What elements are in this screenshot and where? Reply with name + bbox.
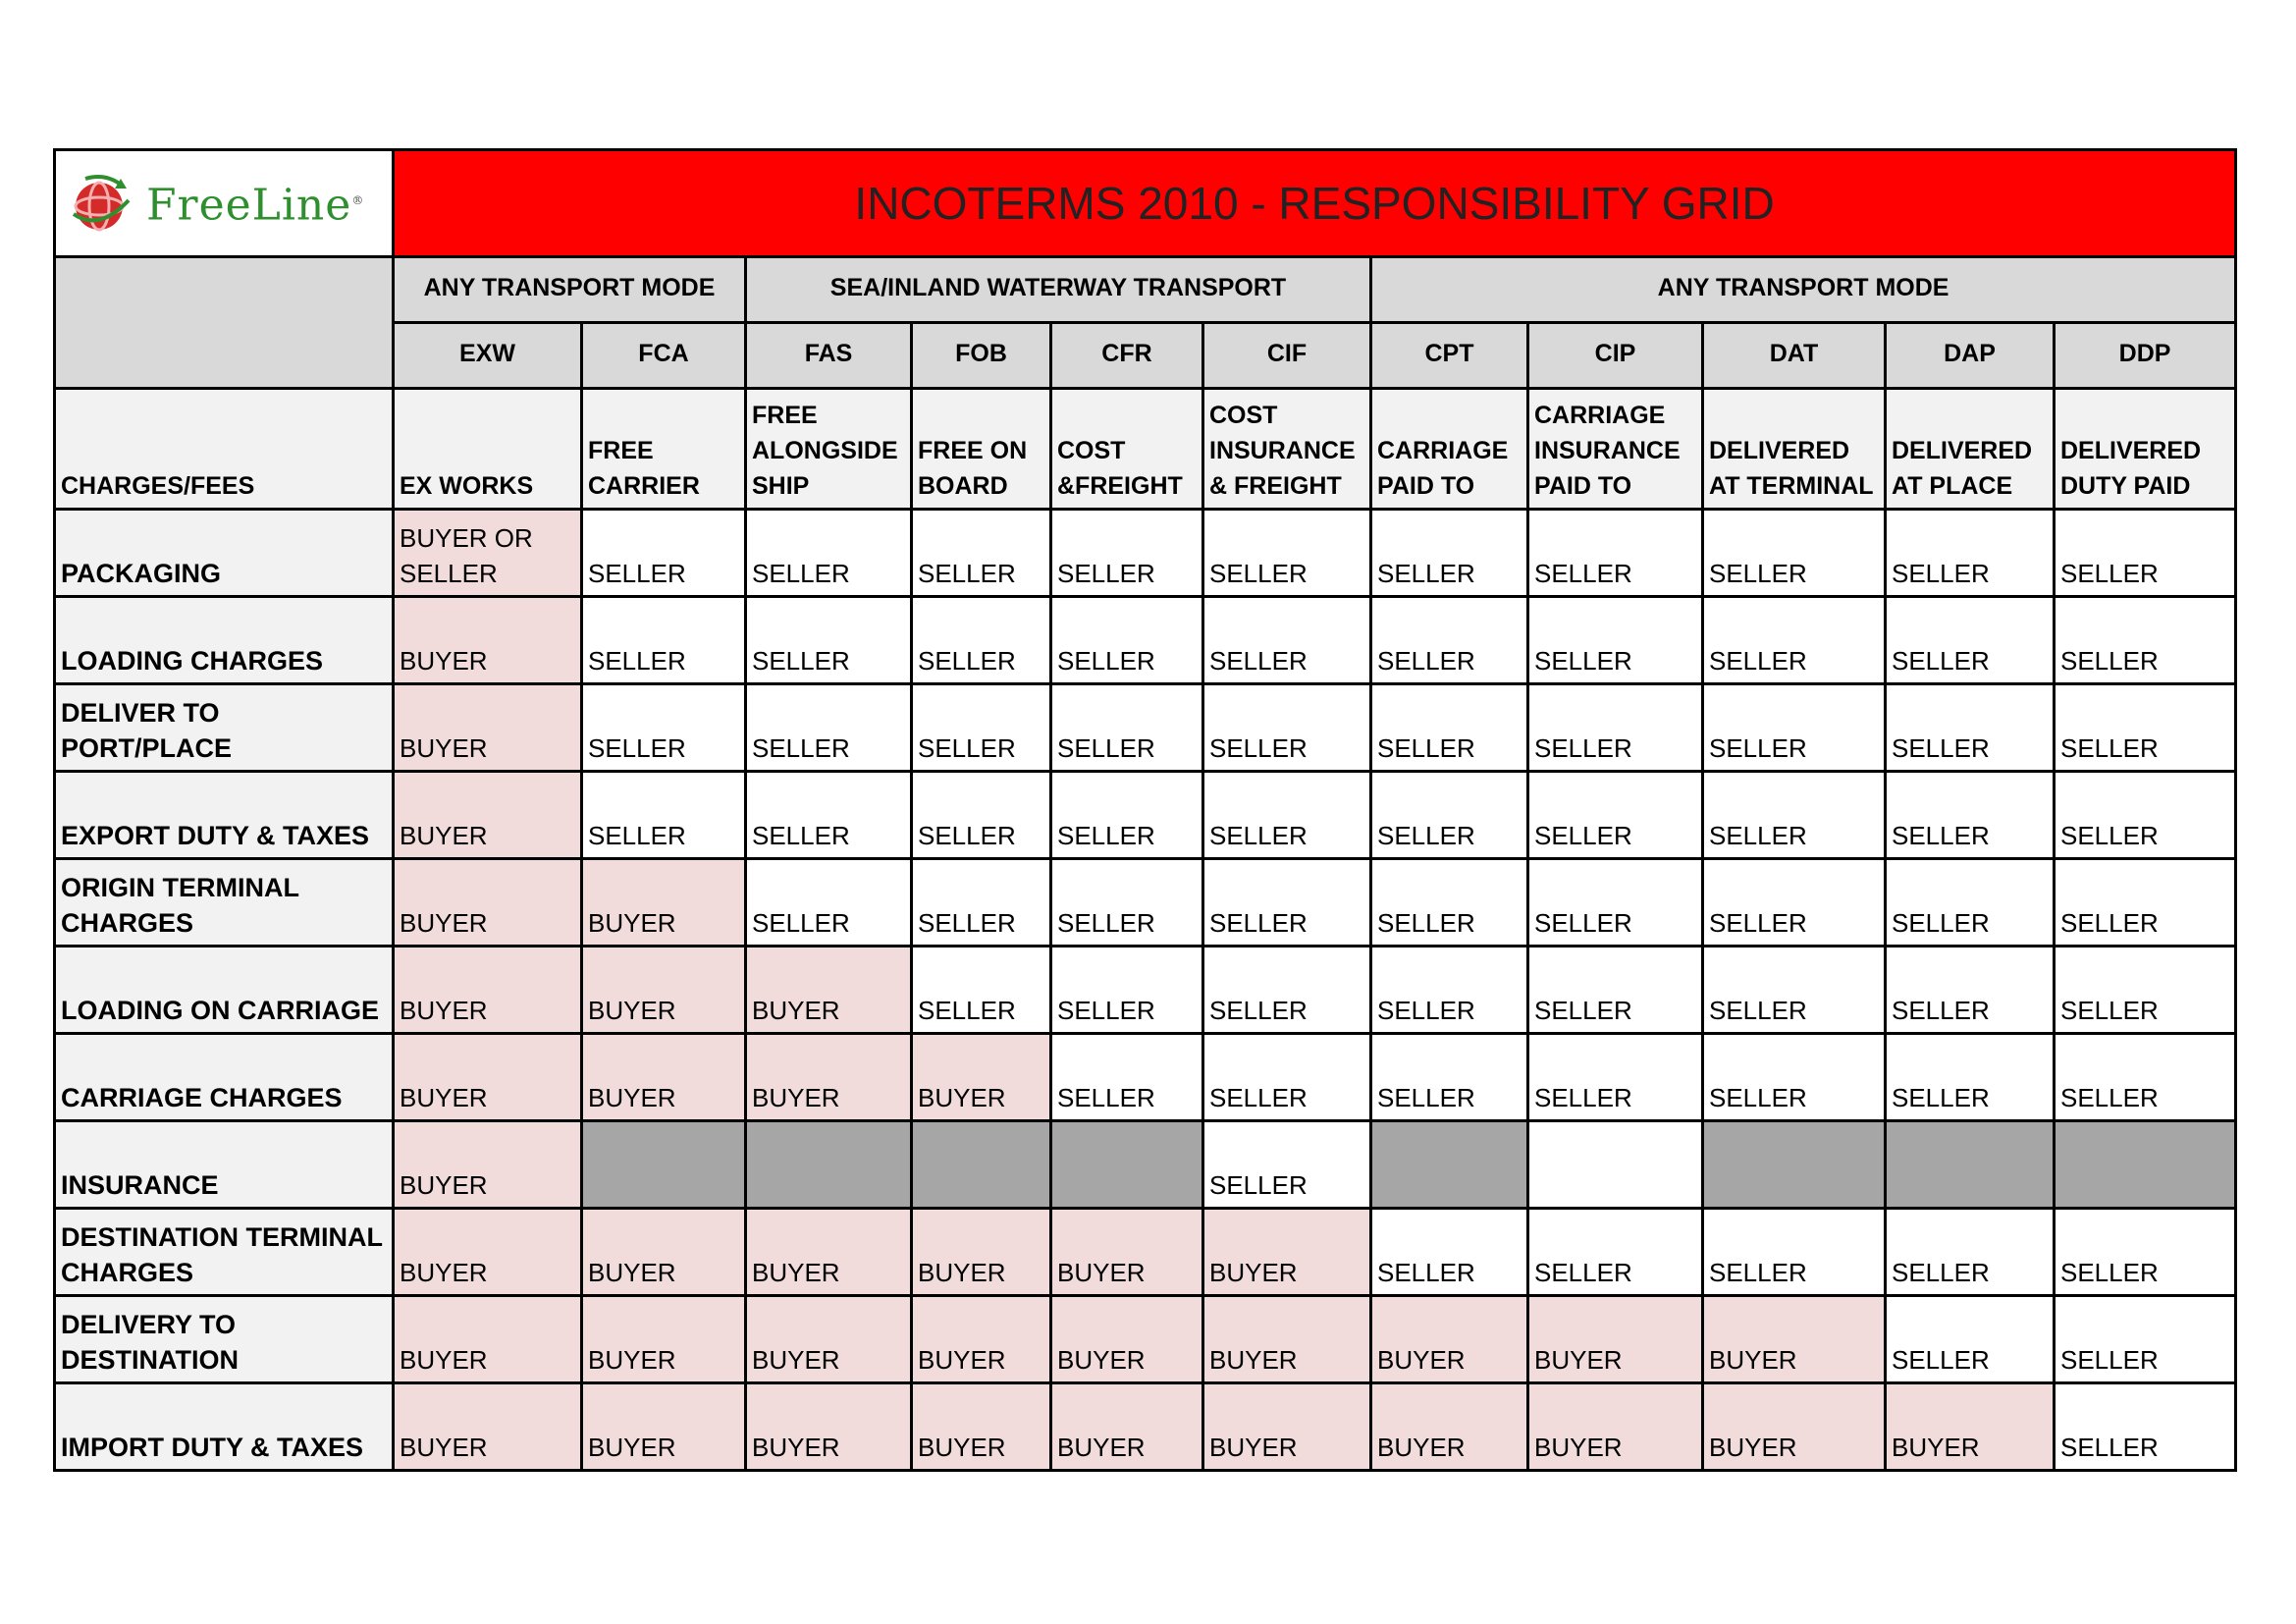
responsibility-cell-na	[1371, 1121, 1528, 1209]
freeline-logo	[66, 171, 382, 236]
responsibility-cell-buyer: BUYER	[1703, 1383, 1886, 1471]
incoterms-grid	[53, 148, 2237, 1472]
responsibility-cell-seller: SELLER	[2055, 1209, 2236, 1296]
responsibility-cell-buyer: BUYER	[1203, 1383, 1371, 1471]
title-row	[55, 150, 2236, 257]
responsibility-cell-buyer: BUYER OR SELLER	[394, 510, 582, 597]
responsibility-cell-seller: SELLER	[746, 684, 912, 772]
group-header-row	[55, 257, 2236, 323]
responsibility-cell-seller: SELLER	[2055, 1034, 2236, 1121]
responsibility-cell-seller: SELLER	[912, 684, 1051, 772]
responsibility-cell-seller: SELLER	[2055, 772, 2236, 859]
responsibility-cell-buyer: BUYER	[394, 859, 582, 947]
responsibility-cell-seller: SELLER	[912, 947, 1051, 1034]
responsibility-cell-buyer: BUYER	[746, 1034, 912, 1121]
group-header: SEA/INLAND WATERWAY TRANSPORT	[746, 257, 1371, 323]
responsibility-cell-buyer: BUYER	[394, 1209, 582, 1296]
term-name-ddp: DELIVERED DUTY PAID	[2055, 389, 2236, 510]
responsibility-cell-buyer: BUYER	[582, 1383, 746, 1471]
responsibility-cell-seller: SELLER	[1528, 684, 1703, 772]
responsibility-cell-buyer: BUYER	[746, 1296, 912, 1383]
responsibility-cell-buyer: BUYER	[394, 1296, 582, 1383]
responsibility-cell-buyer: BUYER	[582, 947, 746, 1034]
term-name-cpt: CARRIAGE PAID TO	[1371, 389, 1528, 510]
responsibility-cell-seller: SELLER	[1886, 1034, 2055, 1121]
responsibility-cell-seller: SELLER	[912, 510, 1051, 597]
responsibility-cell-seller: SELLER	[746, 859, 912, 947]
term-code-cfr: CFR	[1051, 323, 1203, 389]
responsibility-cell-seller: SELLER	[1528, 947, 1703, 1034]
responsibility-cell-seller: SELLER	[1703, 1209, 1886, 1296]
responsibility-cell-seller: SELLER	[746, 510, 912, 597]
responsibility-cell-buyer: BUYER	[394, 947, 582, 1034]
responsibility-cell-seller: SELLER	[1886, 597, 2055, 684]
responsibility-cell-buyer: BUYER	[394, 684, 582, 772]
responsibility-cell-seller: SELLER	[1703, 859, 1886, 947]
charge-label: ORIGIN TERMINAL CHARGES	[55, 859, 394, 947]
header-corner	[55, 257, 394, 389]
responsibility-cell-buyer: BUYER	[1528, 1383, 1703, 1471]
table-row	[55, 1209, 2236, 1296]
responsibility-cell-seller: SELLER	[1203, 1121, 1371, 1209]
responsibility-cell-buyer: BUYER	[1051, 1383, 1203, 1471]
responsibility-cell-buyer: BUYER	[582, 1296, 746, 1383]
globe-icon	[66, 171, 134, 236]
term-name-fob: FREE ON BOARD	[912, 389, 1051, 510]
responsibility-cell-seller: SELLER	[1528, 1034, 1703, 1121]
charge-label: LOADING CHARGES	[55, 597, 394, 684]
responsibility-cell-na	[1051, 1121, 1203, 1209]
table-row	[55, 1296, 2236, 1383]
responsibility-cell-seller: SELLER	[1371, 1209, 1528, 1296]
responsibility-cell-buyer: BUYER	[394, 597, 582, 684]
responsibility-cell-na	[746, 1121, 912, 1209]
responsibility-cell-seller: SELLER	[1886, 1209, 2055, 1296]
table-row	[55, 947, 2236, 1034]
responsibility-cell-blank	[1528, 1121, 1703, 1209]
responsibility-cell-buyer: BUYER	[746, 1383, 912, 1471]
responsibility-cell-na	[912, 1121, 1051, 1209]
responsibility-cell-seller: SELLER	[1886, 510, 2055, 597]
responsibility-cell-seller: SELLER	[1051, 1034, 1203, 1121]
responsibility-cell-buyer: BUYER	[746, 1209, 912, 1296]
group-header: ANY TRANSPORT MODE	[1371, 257, 2236, 323]
responsibility-cell-seller: SELLER	[2055, 859, 2236, 947]
responsibility-cell-seller: SELLER	[1203, 510, 1371, 597]
responsibility-cell-seller: SELLER	[1528, 510, 1703, 597]
responsibility-cell-buyer: BUYER	[1203, 1296, 1371, 1383]
responsibility-cell-seller: SELLER	[1203, 947, 1371, 1034]
responsibility-cell-seller: SELLER	[1371, 684, 1528, 772]
responsibility-cell-buyer: BUYER	[1886, 1383, 2055, 1471]
charge-label: EXPORT DUTY & TAXES	[55, 772, 394, 859]
term-code-cip: CIP	[1528, 323, 1703, 389]
responsibility-cell-buyer: BUYER	[1371, 1383, 1528, 1471]
responsibility-cell-seller: SELLER	[912, 772, 1051, 859]
responsibility-cell-seller: SELLER	[1371, 772, 1528, 859]
charges-header: CHARGES/FEES	[55, 389, 394, 510]
responsibility-cell-seller: SELLER	[1703, 684, 1886, 772]
responsibility-cell-buyer: BUYER	[746, 947, 912, 1034]
responsibility-cell-buyer: BUYER	[912, 1296, 1051, 1383]
table-row	[55, 510, 2236, 597]
charge-label: PACKAGING	[55, 510, 394, 597]
responsibility-cell-buyer: BUYER	[912, 1383, 1051, 1471]
charge-label: CARRIAGE CHARGES	[55, 1034, 394, 1121]
responsibility-cell-buyer: BUYER	[912, 1034, 1051, 1121]
term-code-dap: DAP	[1886, 323, 2055, 389]
term-name-fca: FREE CARRIER	[582, 389, 746, 510]
responsibility-cell-seller: SELLER	[1051, 859, 1203, 947]
charge-label: LOADING ON CARRIAGE	[55, 947, 394, 1034]
term-name-fas: FREE ALONGSIDE SHIP	[746, 389, 912, 510]
term-name-cfr: COST &FREIGHT	[1051, 389, 1203, 510]
charge-label: INSURANCE	[55, 1121, 394, 1209]
responsibility-cell-na	[1703, 1121, 1886, 1209]
responsibility-cell-buyer: BUYER	[1051, 1296, 1203, 1383]
term-name-exw: EX WORKS	[394, 389, 582, 510]
responsibility-cell-seller: SELLER	[1203, 684, 1371, 772]
responsibility-cell-seller: SELLER	[2055, 1296, 2236, 1383]
responsibility-cell-buyer: BUYER	[394, 1383, 582, 1471]
responsibility-cell-seller: SELLER	[912, 859, 1051, 947]
charge-label: IMPORT DUTY & TAXES	[55, 1383, 394, 1471]
page-title: INCOTERMS 2010 - RESPONSIBILITY GRID	[394, 150, 2236, 257]
responsibility-cell-seller: SELLER	[746, 772, 912, 859]
responsibility-cell-seller: SELLER	[1371, 1034, 1528, 1121]
term-code-ddp: DDP	[2055, 323, 2236, 389]
charge-label: DELIVERY TO DESTINATION	[55, 1296, 394, 1383]
table-row	[55, 597, 2236, 684]
responsibility-cell-seller: SELLER	[582, 684, 746, 772]
term-code-dat: DAT	[1703, 323, 1886, 389]
responsibility-cell-seller: SELLER	[2055, 947, 2236, 1034]
responsibility-cell-seller: SELLER	[746, 597, 912, 684]
responsibility-cell-seller: SELLER	[1703, 947, 1886, 1034]
responsibility-cell-seller: SELLER	[1371, 597, 1528, 684]
responsibility-cell-buyer: BUYER	[1371, 1296, 1528, 1383]
term-code-exw: EXW	[394, 323, 582, 389]
responsibility-cell-seller: SELLER	[1051, 772, 1203, 859]
term-code-fca: FCA	[582, 323, 746, 389]
responsibility-cell-na	[2055, 1121, 2236, 1209]
responsibility-cell-seller: SELLER	[1203, 597, 1371, 684]
term-name-dap: DELIVERED AT PLACE	[1886, 389, 2055, 510]
responsibility-cell-buyer: BUYER	[1051, 1209, 1203, 1296]
responsibility-cell-seller: SELLER	[2055, 597, 2236, 684]
responsibility-cell-buyer: BUYER	[394, 1034, 582, 1121]
responsibility-cell-seller: SELLER	[1371, 947, 1528, 1034]
responsibility-cell-buyer: BUYER	[1528, 1296, 1703, 1383]
responsibility-cell-seller: SELLER	[1203, 859, 1371, 947]
responsibility-cell-seller: SELLER	[1528, 859, 1703, 947]
responsibility-cell-seller: SELLER	[1371, 859, 1528, 947]
term-code-fob: FOB	[912, 323, 1051, 389]
responsibility-cell-seller: SELLER	[1703, 1034, 1886, 1121]
responsibility-cell-seller: SELLER	[1203, 772, 1371, 859]
responsibility-cell-seller: SELLER	[1886, 859, 2055, 947]
responsibility-cell-na	[582, 1121, 746, 1209]
responsibility-cell-seller: SELLER	[2055, 510, 2236, 597]
responsibility-cell-seller: SELLER	[1703, 510, 1886, 597]
responsibility-cell-seller: SELLER	[582, 510, 746, 597]
responsibility-cell-buyer: BUYER	[582, 859, 746, 947]
term-name-row	[55, 389, 2236, 510]
responsibility-cell-seller: SELLER	[1528, 597, 1703, 684]
term-code-cpt: CPT	[1371, 323, 1528, 389]
responsibility-cell-seller: SELLER	[1051, 597, 1203, 684]
responsibility-cell-na	[1886, 1121, 2055, 1209]
table-row	[55, 1383, 2236, 1471]
term-code-fas: FAS	[746, 323, 912, 389]
responsibility-cell-seller: SELLER	[2055, 684, 2236, 772]
responsibility-cell-buyer: BUYER	[394, 772, 582, 859]
responsibility-cell-buyer: BUYER	[582, 1034, 746, 1121]
responsibility-cell-buyer: BUYER	[912, 1209, 1051, 1296]
responsibility-cell-buyer: BUYER	[394, 1121, 582, 1209]
responsibility-cell-seller: SELLER	[1528, 772, 1703, 859]
responsibility-cell-buyer: BUYER	[1703, 1296, 1886, 1383]
responsibility-cell-seller: SELLER	[2055, 1383, 2236, 1471]
term-code-cif: CIF	[1203, 323, 1371, 389]
responsibility-cell-buyer: BUYER	[1203, 1209, 1371, 1296]
responsibility-cell-seller: SELLER	[1371, 510, 1528, 597]
brand-name: FreeLine®	[146, 180, 365, 231]
charge-label: DELIVER TO PORT/PLACE	[55, 684, 394, 772]
table-row	[55, 1121, 2236, 1209]
table-row	[55, 772, 2236, 859]
table-row	[55, 1034, 2236, 1121]
group-header: ANY TRANSPORT MODE	[394, 257, 746, 323]
responsibility-cell-seller: SELLER	[1886, 947, 2055, 1034]
responsibility-cell-seller: SELLER	[912, 597, 1051, 684]
responsibility-cell-seller: SELLER	[1051, 510, 1203, 597]
responsibility-cell-seller: SELLER	[1703, 772, 1886, 859]
responsibility-cell-seller: SELLER	[1051, 947, 1203, 1034]
responsibility-cell-seller: SELLER	[1528, 1209, 1703, 1296]
charge-label: DESTINATION TERMINAL CHARGES	[55, 1209, 394, 1296]
table-row	[55, 684, 2236, 772]
term-name-dat: DELIVERED AT TERMINAL	[1703, 389, 1886, 510]
table-row	[55, 859, 2236, 947]
responsibility-cell-seller: SELLER	[1886, 1296, 2055, 1383]
term-name-cip: CARRIAGE INSURANCE PAID TO	[1528, 389, 1703, 510]
responsibility-cell-seller: SELLER	[1886, 684, 2055, 772]
responsibility-cell-seller: SELLER	[582, 597, 746, 684]
responsibility-cell-seller: SELLER	[1051, 684, 1203, 772]
responsibility-cell-seller: SELLER	[1703, 597, 1886, 684]
responsibility-cell-buyer: BUYER	[582, 1209, 746, 1296]
term-name-cif: COST INSURANCE & FREIGHT	[1203, 389, 1371, 510]
logo-cell	[55, 150, 394, 257]
responsibility-cell-seller: SELLER	[1203, 1034, 1371, 1121]
responsibility-cell-seller: SELLER	[1886, 772, 2055, 859]
responsibility-cell-seller: SELLER	[582, 772, 746, 859]
